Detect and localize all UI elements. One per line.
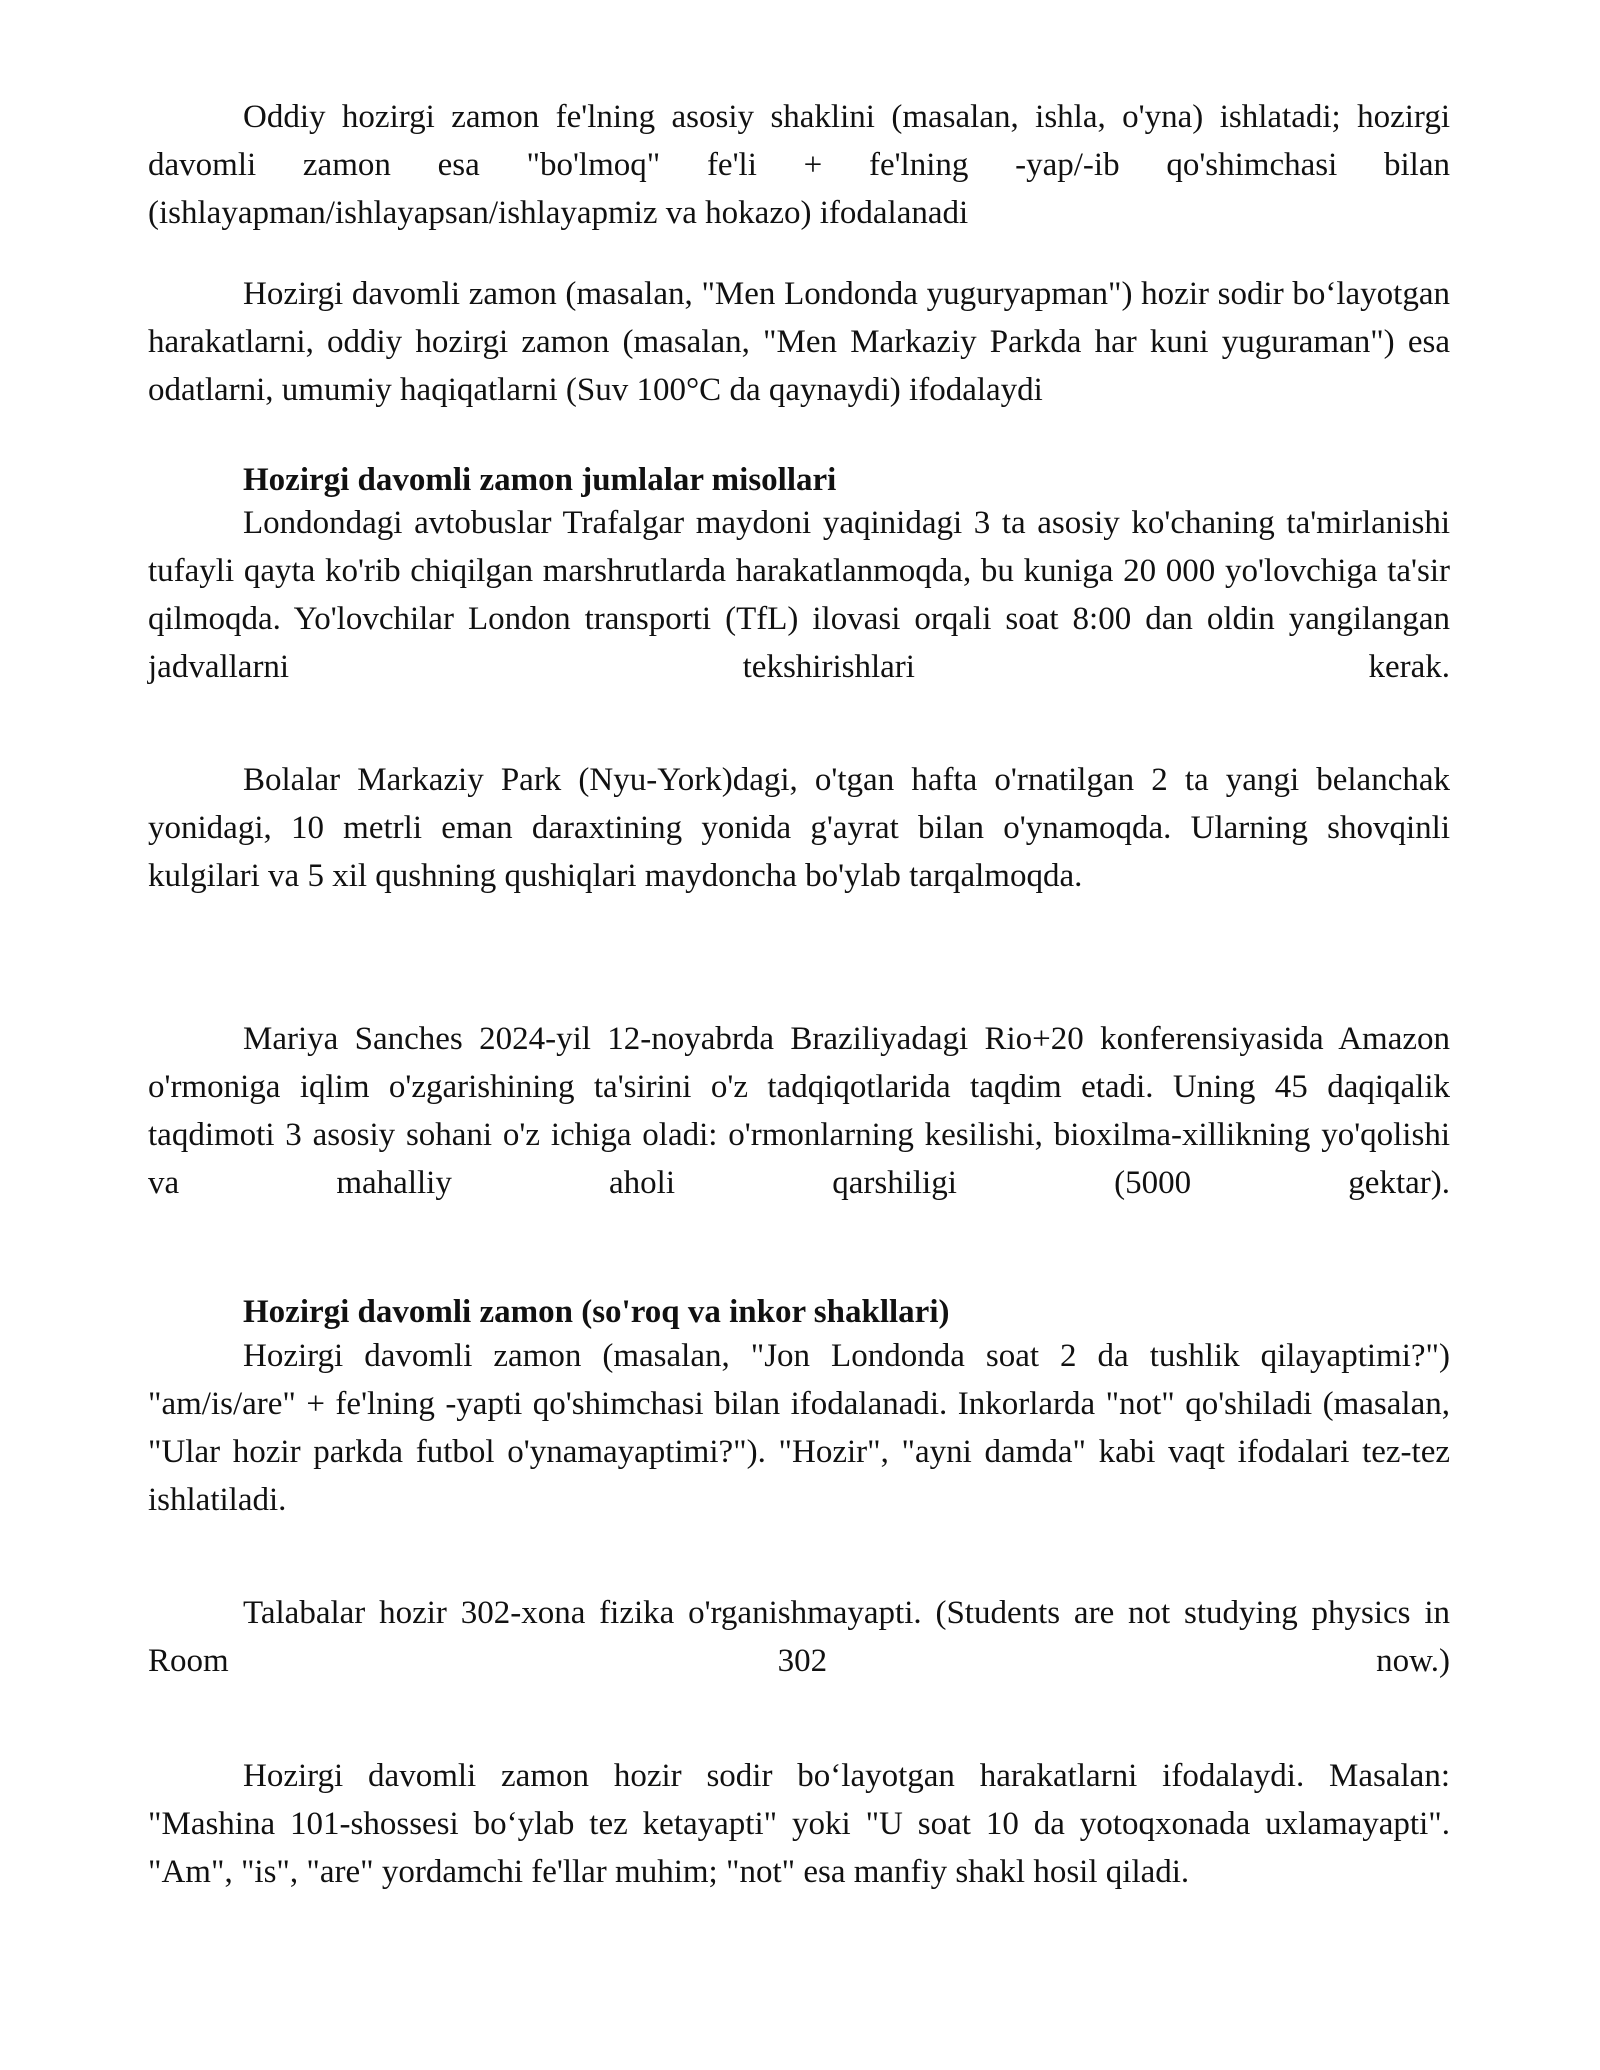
paragraph-london-buses: Londondagi avtobuslar Trafalgar maydoni yaqinidagi 3 ta asosiy ko'chaning ta'mirlanishi tufayli qayta ko'rib chiqilgan marshrutlarda harakatlanmoqda, bu kuniga 20 000 yo'lovchiga ta'sir qilmoqda. Yo'lovchilar London transporti (TfL) ilovasi orqali soat 8:00 dan oldin yangilangan jadvallarni tekshirishlari kerak. (148, 505, 1450, 685)
paragraph-question-forms: Hozirgi davomli zamon (masalan, "Jon Londonda soat 2 da tushlik qilayaptimi?") "am/is/are" + fe'lning -yapti qo'shimchasi bilan ifodalanadi. Inkorlarda "not" qo'shiladi (masalan, "Ular hozir parkda futbol o'ynamayaptimi?"). "Hozir", "ayni damda" kabi vaqt ifodalari tez-tez ishlatiladi. (148, 1338, 1450, 1518)
heading-question-negative-forms: Hozirgi davomli zamon (so'roq va inkor shakllari) (243, 1294, 950, 1330)
paragraph-summary: Hozirgi davomli zamon hozir sodir bo‘layotgan harakatlarni ifodalaydi. Masalan: "Mashina 101-shossesi bo‘ylab tez ketayapti" yoki "U soat 10 da yotoqxonada uxlamayapti". "Am", "is", "are" yordamchi fe'llar muhim; "not" esa manfiy shakl hosil qiladi. (148, 1758, 1450, 1890)
paragraph-usage-comparison: Hozirgi davomli zamon (masalan, "Men Londonda yuguryapman") hozir sodir bo‘layotgan harakatlarni, oddiy hozirgi zamon (masalan, "Men Markaziy Parkda har kuni yuguraman") esa odatlarni, umumiy haqiqatlarni (Suv 100°C da qaynaydi) ifodalaydi (148, 276, 1450, 408)
paragraph-central-park: Bolalar Markaziy Park (Nyu-York)dagi, o'tgan hafta o'rnatilgan 2 ta yangi belanchak yonidagi, 10 metrli eman daraxtining yonida g'ayrat bilan o'ynamoqda. Ularning shovqinli kulgilari va 5 xil qushning qushiqlari maydoncha bo'ylab tarqalmoqda. (148, 762, 1450, 894)
paragraph-students-example: Talabalar hozir 302-xona fizika o'rganishmayapti. (Students are not studying physics in Room 302 now.) (148, 1595, 1450, 1679)
heading-examples: Hozirgi davomli zamon jumlalar misollari (243, 462, 837, 498)
paragraph-maria-sanches: Mariya Sanches 2024-yil 12-noyabrda Braziliyadagi Rio+20 konferensiyasida Amazon o'rmoniga iqlim o'zgarishining ta'sirini o'z tadqiqotlarida taqdim etadi. Uning 45 daqiqalik taqdimoti 3 asosiy sohani o'z ichiga oladi: o'rmonlarning kesilishi, bioxilma-xillikning yo'qolishi va mahalliy aholi qarshiligi (5000 gektar). (148, 1021, 1450, 1201)
paragraph-present-simple-vs-continuous: Oddiy hozirgi zamon fe'lning asosiy shaklini (masalan, ishla, o'yna) ishlatadi; hozirgi davomli zamon esa "bo'lmoq" fe'li + fe'lning -yap/-ib qo'shimchasi bilan (ishlayapman/ishlayapsan/ishlayapmiz va hokazo) ifodalanadi (148, 99, 1450, 231)
